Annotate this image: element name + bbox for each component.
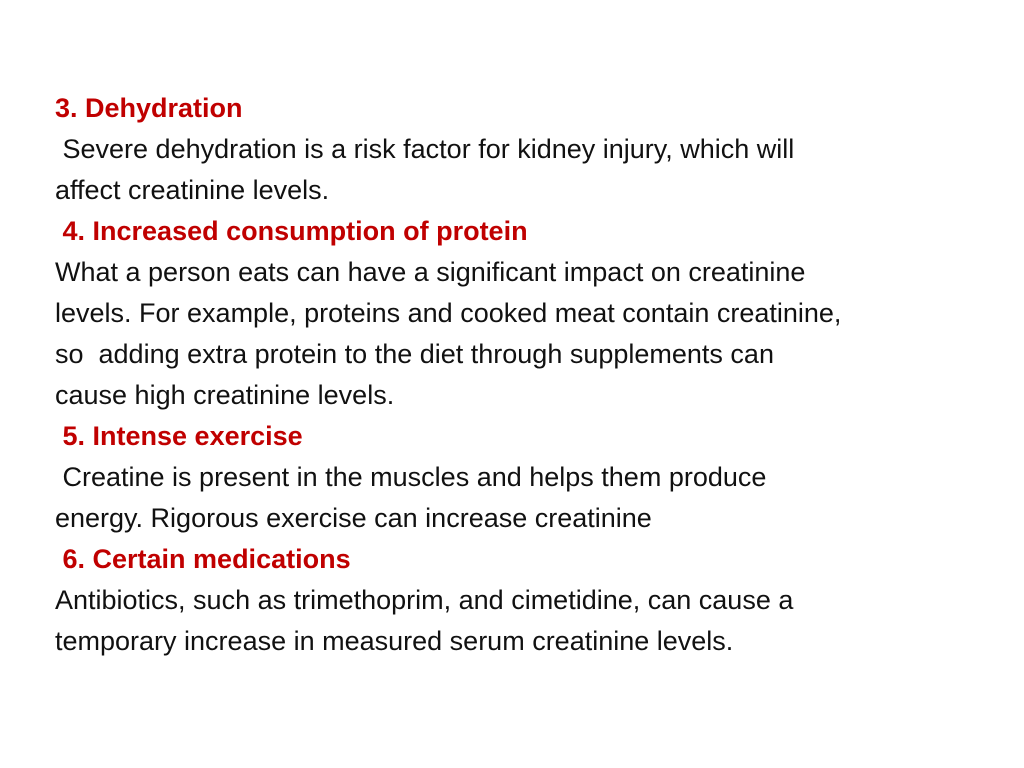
section-exercise: [55, 416, 975, 539]
section-heading: 5. Intense exercise: [55, 421, 303, 451]
section-text-line: Severe dehydration is a risk factor for kidney injury, which will: [55, 134, 795, 164]
section-heading: 3. Dehydration: [55, 93, 243, 123]
section-heading: 4. Increased consumption of protein: [55, 216, 528, 246]
section-text-line: energy. Rigorous exercise can increase creatinine: [55, 503, 652, 533]
section-text-line: so adding extra protein to the diet through supplements can: [55, 339, 774, 369]
slide-content: [55, 88, 975, 662]
section-heading: 6. Certain medications: [55, 544, 351, 574]
section-text-line: What a person eats can have a significant impact on creatinine: [55, 257, 806, 287]
section-text-line: levels. For example, proteins and cooked meat contain creatinine,: [55, 298, 842, 328]
section-text-line: Antibiotics, such as trimethoprim, and cimetidine, can cause a: [55, 585, 794, 615]
section-medications: [55, 539, 975, 662]
section-dehydration: [55, 88, 975, 211]
section-text-line: temporary increase in measured serum creatinine levels.: [55, 626, 734, 656]
section-protein: [55, 211, 975, 416]
section-text-line: cause high creatinine levels.: [55, 380, 395, 410]
section-text-line: Creatine is present in the muscles and helps them produce: [55, 462, 767, 492]
section-text-line: affect creatinine levels.: [55, 175, 330, 205]
